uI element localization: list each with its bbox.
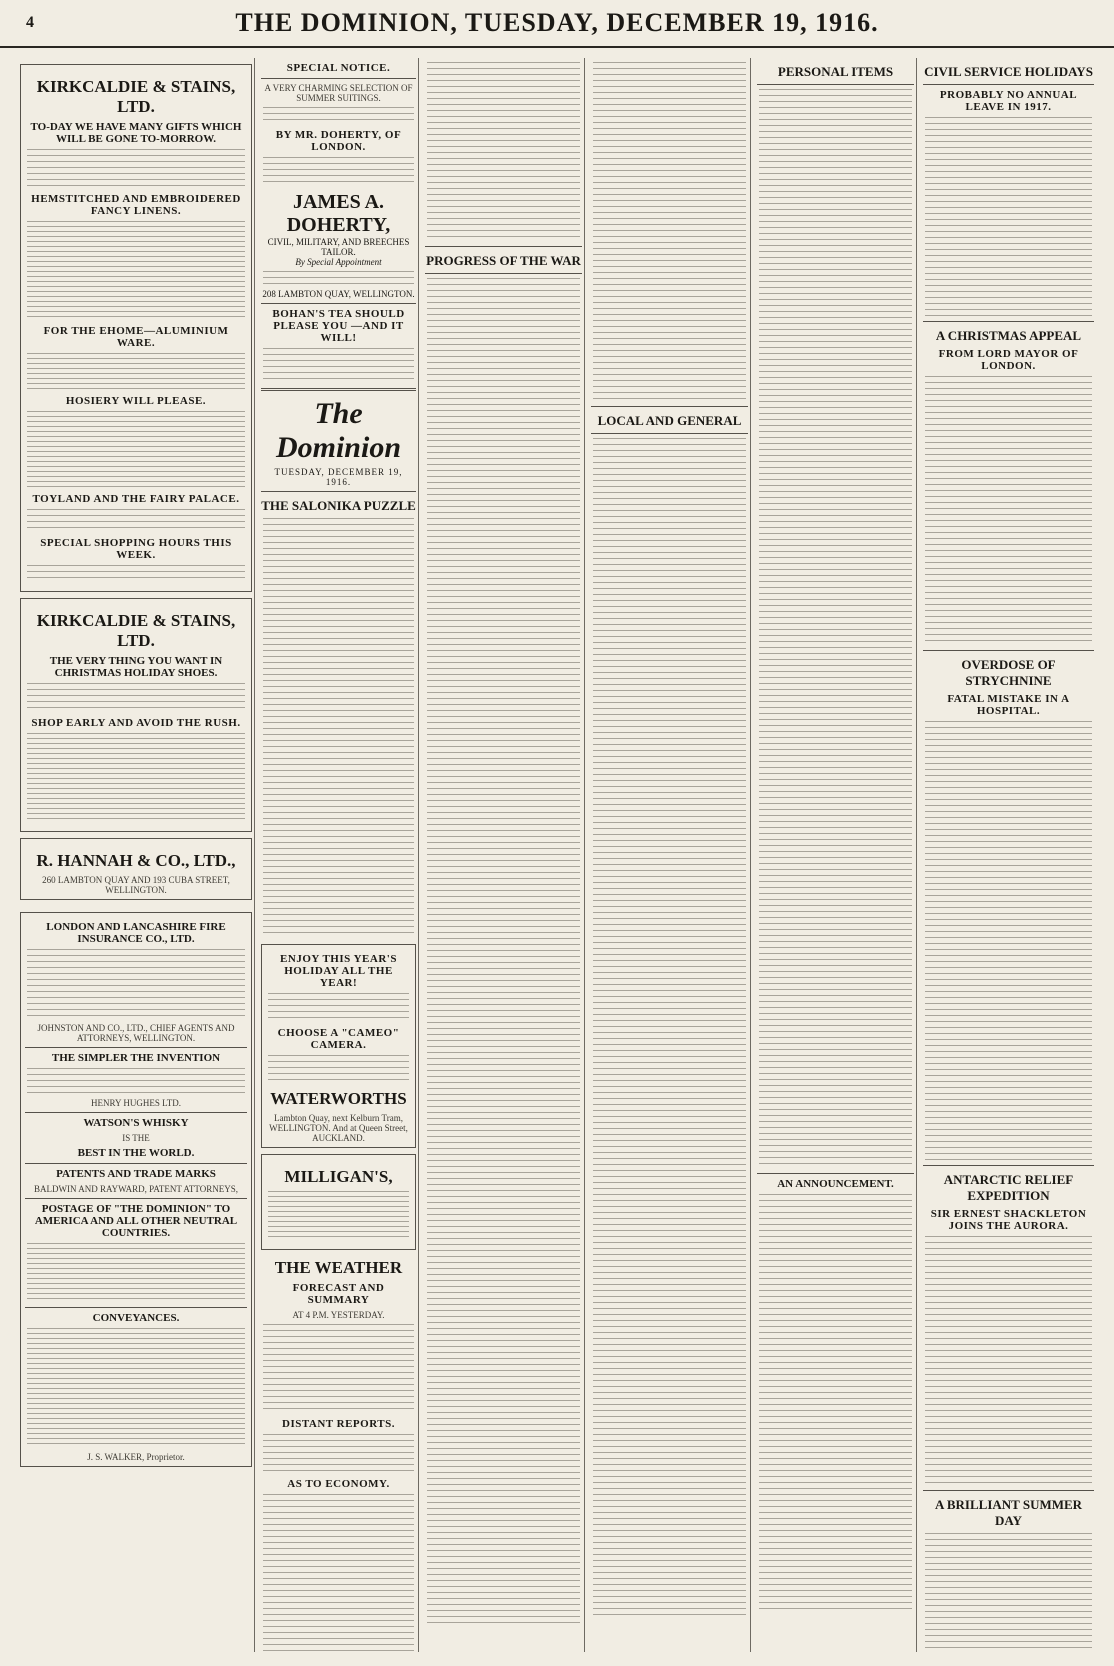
antarctic-heading: ANTARCTIC RELIEF EXPEDITION: [943, 1172, 1074, 1203]
advert-subheading: TO-DAY WE HAVE MANY GIFTS WHICH WILL BE GONE TO-MORROW.: [30, 121, 242, 145]
column-1: [20, 58, 252, 1652]
antarctic-subheading: SIR ERNEST SHACKLETON JOINS THE AURORA.: [930, 1208, 1087, 1232]
text-block: [27, 411, 245, 489]
text-block: [593, 438, 746, 1618]
masthead: [0, 0, 1114, 48]
civil-heading: CIVIL SERVICE HOLIDAYS: [924, 64, 1093, 79]
announcement-heading: AN ANNOUNCEMENT.: [777, 1178, 894, 1190]
text-block: [27, 733, 245, 823]
notice-heading: SPECIAL NOTICE.: [286, 62, 391, 74]
weather-subheading: FORECAST AND SUMMARY: [292, 1282, 385, 1306]
advert-heading: KIRKCALDIE & STAINS, LTD.: [36, 77, 236, 116]
tailor-address: 208 LAMBTON QUAY, WELLINGTON.: [262, 289, 415, 299]
text-block: [263, 348, 414, 382]
text-block: [759, 1194, 912, 1614]
summer-heading: A BRILLIANT SUMMER DAY: [934, 1497, 1083, 1528]
advert-heading: THE SIMPLER THE INVENTION: [51, 1052, 221, 1064]
text-block: [925, 1236, 1092, 1486]
text-block: [263, 1494, 414, 1652]
column-4: [584, 58, 748, 1652]
text-block: [268, 1055, 409, 1081]
advert-section: HOSIERY WILL PLEASE.: [65, 395, 207, 407]
weather-heading: THE WEATHER: [274, 1258, 403, 1277]
advert-text: BEST IN THE WORLD.: [77, 1147, 195, 1159]
overdose-subheading: FATAL MISTAKE IN A HOSPITAL.: [947, 693, 1070, 717]
text-block: [263, 157, 414, 187]
text-block: [268, 1191, 409, 1241]
personal-heading: PERSONAL ITEMS: [777, 64, 894, 79]
appeal-heading: A CHRISTMAS APPEAL: [935, 328, 1082, 343]
advert-proprietor: J. S. WALKER, Proprietor.: [87, 1452, 185, 1462]
dominion-nameplate: The Dominion: [275, 397, 402, 464]
column-3: [418, 58, 582, 1652]
advert-agents: JOHNSTON AND CO., LTD., CHIEF AGENTS AND ATTORNEYS, WELLINGTON.: [37, 1023, 235, 1043]
advert-name: HENRY HUGHES LTD.: [90, 1098, 182, 1108]
editorial-date: TUESDAY, DECEMBER 19, 1916.: [274, 467, 403, 487]
text-block: [263, 1324, 414, 1414]
text-block: [263, 271, 414, 285]
waterworths-advert: [261, 944, 416, 1148]
advert-text: BALDWIN AND RAYWARD, PATENT ATTORNEYS,: [33, 1184, 239, 1194]
tailor-trade: CIVIL, MILITARY, AND BREECHES TAILOR.: [267, 237, 410, 257]
text-block: [263, 107, 414, 125]
advert-section: SHOP EARLY AND AVOID THE RUSH.: [31, 717, 241, 729]
text-block: [263, 518, 414, 938]
milligans-advert: [261, 1154, 416, 1250]
advert-heading: LONDON AND LANCASHIRE FIRE INSURANCE CO., LTD.: [46, 921, 226, 945]
local-heading: LOCAL AND GENERAL: [597, 413, 742, 428]
tailor-name: JAMES A. DOHERTY,: [286, 191, 391, 236]
advert-section: CHOOSE A "CAMEO" CAMERA.: [277, 1027, 400, 1051]
editorial-heading: THE SALONIKA PUZZLE: [261, 498, 416, 513]
text-block: [27, 149, 245, 189]
advert-subheading: THE VERY THING YOU WANT IN CHRISTMAS HOLIDAY SHOES.: [49, 655, 223, 679]
text-block: [427, 62, 580, 242]
column-2: [254, 58, 416, 1652]
advert-name: WATERWORTHS: [270, 1089, 407, 1108]
advert-heading: WATSON'S WHISKY: [83, 1117, 189, 1129]
civil-subheading: PROBABLY NO ANNUAL LEAVE IN 1917.: [939, 89, 1078, 113]
advert-address: 260 LAMBTON QUAY AND 193 CUBA STREET, WELLINGTON.: [42, 875, 230, 895]
war-heading: PROGRESS OF THE WAR: [426, 253, 581, 268]
advert-section: SPECIAL SHOPPING HOURS THIS WEEK.: [40, 537, 232, 561]
newspaper-title: THE DOMINION, TUESDAY, DECEMBER 19, 1916.: [235, 8, 879, 37]
text-block: [27, 683, 245, 713]
text-block: [263, 1434, 414, 1474]
advert-text: IS THE: [122, 1133, 150, 1143]
advert-heading: KIRKCALDIE & STAINS, LTD.: [36, 611, 236, 650]
text-block: [27, 949, 245, 1019]
text-block: [925, 1533, 1092, 1652]
advert-hannah: [20, 838, 252, 900]
advert-heading: ENJOY THIS YEAR'S HOLIDAY ALL THE YEAR!: [280, 953, 397, 989]
advert-section: HEMSTITCHED AND EMBROIDERED FANCY LINENS.: [31, 193, 241, 217]
text-block: [593, 62, 746, 402]
text-block: [27, 1243, 245, 1303]
advert-heading: R. HANNAH & CO., LTD.,: [36, 851, 236, 870]
text-block: [268, 993, 409, 1023]
advert-insurance: [20, 912, 252, 1467]
text-block: [27, 1328, 245, 1448]
text-block: [27, 509, 245, 533]
advert-heading: POSTAGE OF "THE DOMINION" TO AMERICA AND ALL OTHER NEUTRAL COUNTRIES.: [34, 1203, 238, 1239]
text-block: [27, 1068, 245, 1094]
weather-time: AT 4 P.M. YESTERDAY.: [292, 1310, 385, 1320]
tea-advert: BOHAN'S TEA SHOULD PLEASE YOU —AND IT WILL!: [272, 308, 405, 344]
advert-kirkcaldie-1: [20, 64, 252, 592]
appeal-subheading: FROM LORD MAYOR OF LONDON.: [938, 348, 1079, 372]
notice-subheading: A VERY CHARMING SELECTION OF SUMMER SUITINGS.: [264, 83, 413, 103]
distant-reports-heading: DISTANT REPORTS.: [282, 1418, 395, 1430]
text-block: [427, 278, 580, 1628]
column-6: [916, 58, 1094, 1652]
economy-heading: AS TO ECONOMY.: [287, 1478, 390, 1490]
overdose-heading: OVERDOSE OF STRYCHNINE: [961, 657, 1056, 688]
text-block: [925, 376, 1092, 646]
text-block: [925, 721, 1092, 1161]
advert-section: FOR THE EHOME—ALUMINIUM WARE.: [43, 325, 229, 349]
text-block: [759, 89, 912, 1169]
tailor-appointment: By Special Appointment: [295, 257, 382, 267]
column-5: [750, 58, 914, 1652]
advert-address: Lambton Quay, next Kelburn Tram, WELLINGTON. And at Queen Street, AUCKLAND.: [269, 1113, 408, 1143]
advert-kirkcaldie-2: [20, 598, 252, 832]
text-block: [925, 117, 1092, 317]
text-block: [27, 565, 245, 583]
advert-heading: CONVEYANCES.: [92, 1312, 180, 1324]
advert-heading: PATENTS AND TRADE MARKS: [56, 1168, 216, 1180]
page-number: 4: [26, 14, 34, 31]
advert-name: MILLIGAN'S,: [284, 1167, 393, 1186]
text-block: [27, 221, 245, 321]
text-block: [27, 353, 245, 391]
advert-section: TOYLAND AND THE FAIRY PALACE.: [32, 493, 240, 505]
tailor-by: BY MR. DOHERTY, OF LONDON.: [275, 129, 402, 153]
